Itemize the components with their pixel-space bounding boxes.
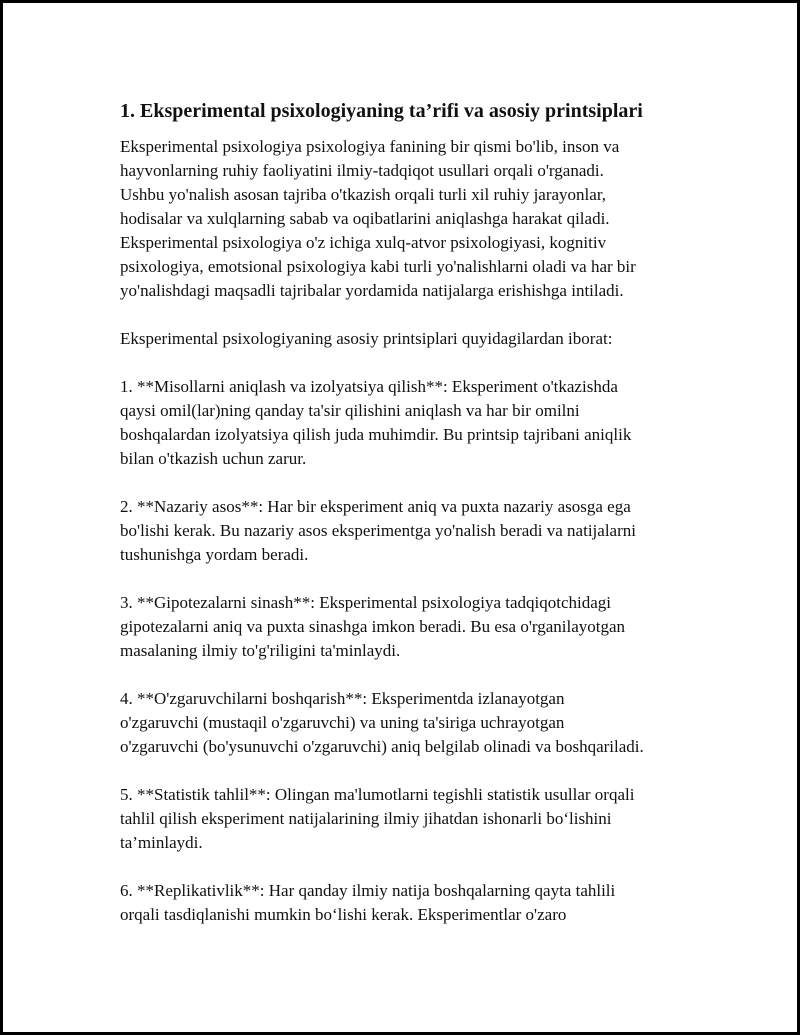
document-content: [120, 99, 695, 951]
paragraph-principle-1: 1. **Misollarni aniqlash va izolyatsiya qilish**: Eksperiment o'tkazishda qaysi omil(lar)ning qanday ta'sir qilishini aniqlash va har bir omilni boshqalardan izolyatsiya qilish juda muhimdir. Bu printsip tajribani aniqlik bilan o'tkazish uchun zarur.: [120, 377, 632, 468]
paragraph-principle-5: 5. **Statistik tahlil**: Olingan ma'lumotlarni tegishli statistik usullar orqali tahlil qilish eksperiment natijalarining ilmiy jihatdan ishonarli bo‘lishini ta’minlaydi.: [120, 785, 635, 852]
paragraph-intro: Eksperimental psixologiya psixologiya fanining bir qismi bo'lib, inson va hayvonlarning ruhiy faoliyatini ilmiy-tadqiqot usullari orqali o'rganadi. Ushbu yo'nalish asosan tajriba o'tkazish orqali turli xil ruhiy jarayonlar, hodisalar va xulqlarning sabab va oqibatlarini aniqlashga harakat qiladi. Eksperimental psixologiya o'z ichiga xulq-atvor psixologiyasi, kognitiv psixologiya, emotsional psixologiya kabi turli yo'nalishlarni oladi va har bir yo'nalishdagi maqsadli tajribalar yordamida natijalarga erishishga intiladi.: [120, 137, 636, 300]
paragraph-principle-6: 6. **Replikativlik**: Har qanday ilmiy natija boshqalarning qayta tahlili orqali tasdiqlanishi mumkin bo‘lishi kerak. Eksperimentlar o'zaro: [120, 881, 616, 924]
paragraph-principle-3: 3. **Gipotezalarni sinash**: Eksperimental psixologiya tadqiqotchidagi gipotezalarni aniq va puxta sinashga imkon beradi. Bu esa o'rganilayotgan masalaning ilmiy to'g'riligini ta'minlaydi.: [120, 593, 626, 660]
document-title: 1. Eksperimental psixologiyaning ta’rifi va asosiy printsiplari: [120, 100, 643, 122]
paragraph-principle-4: 4. **O'zgaruvchilarni boshqarish**: Eksperimentda izlanayotgan o'zgaruvchi (mustaqil o'zgaruvchi) va uning ta'siriga uchrayotgan o'zgaruvchi (bo'ysunuvchi o'zgaruvchi) aniq belgilab olinadi va boshqariladi.: [120, 689, 644, 756]
paragraph-principles-lead: Eksperimental psixologiyaning asosiy printsiplari quyidagilardan iborat:: [120, 329, 613, 348]
paragraph-principle-2: 2. **Nazariy asos**: Har bir eksperiment aniq va puxta nazariy asosga ega bo'lishi kerak. Bu nazariy asos eksperimentga yo'nalish beradi va natijalarni tushunishga yordam beradi.: [120, 497, 636, 564]
